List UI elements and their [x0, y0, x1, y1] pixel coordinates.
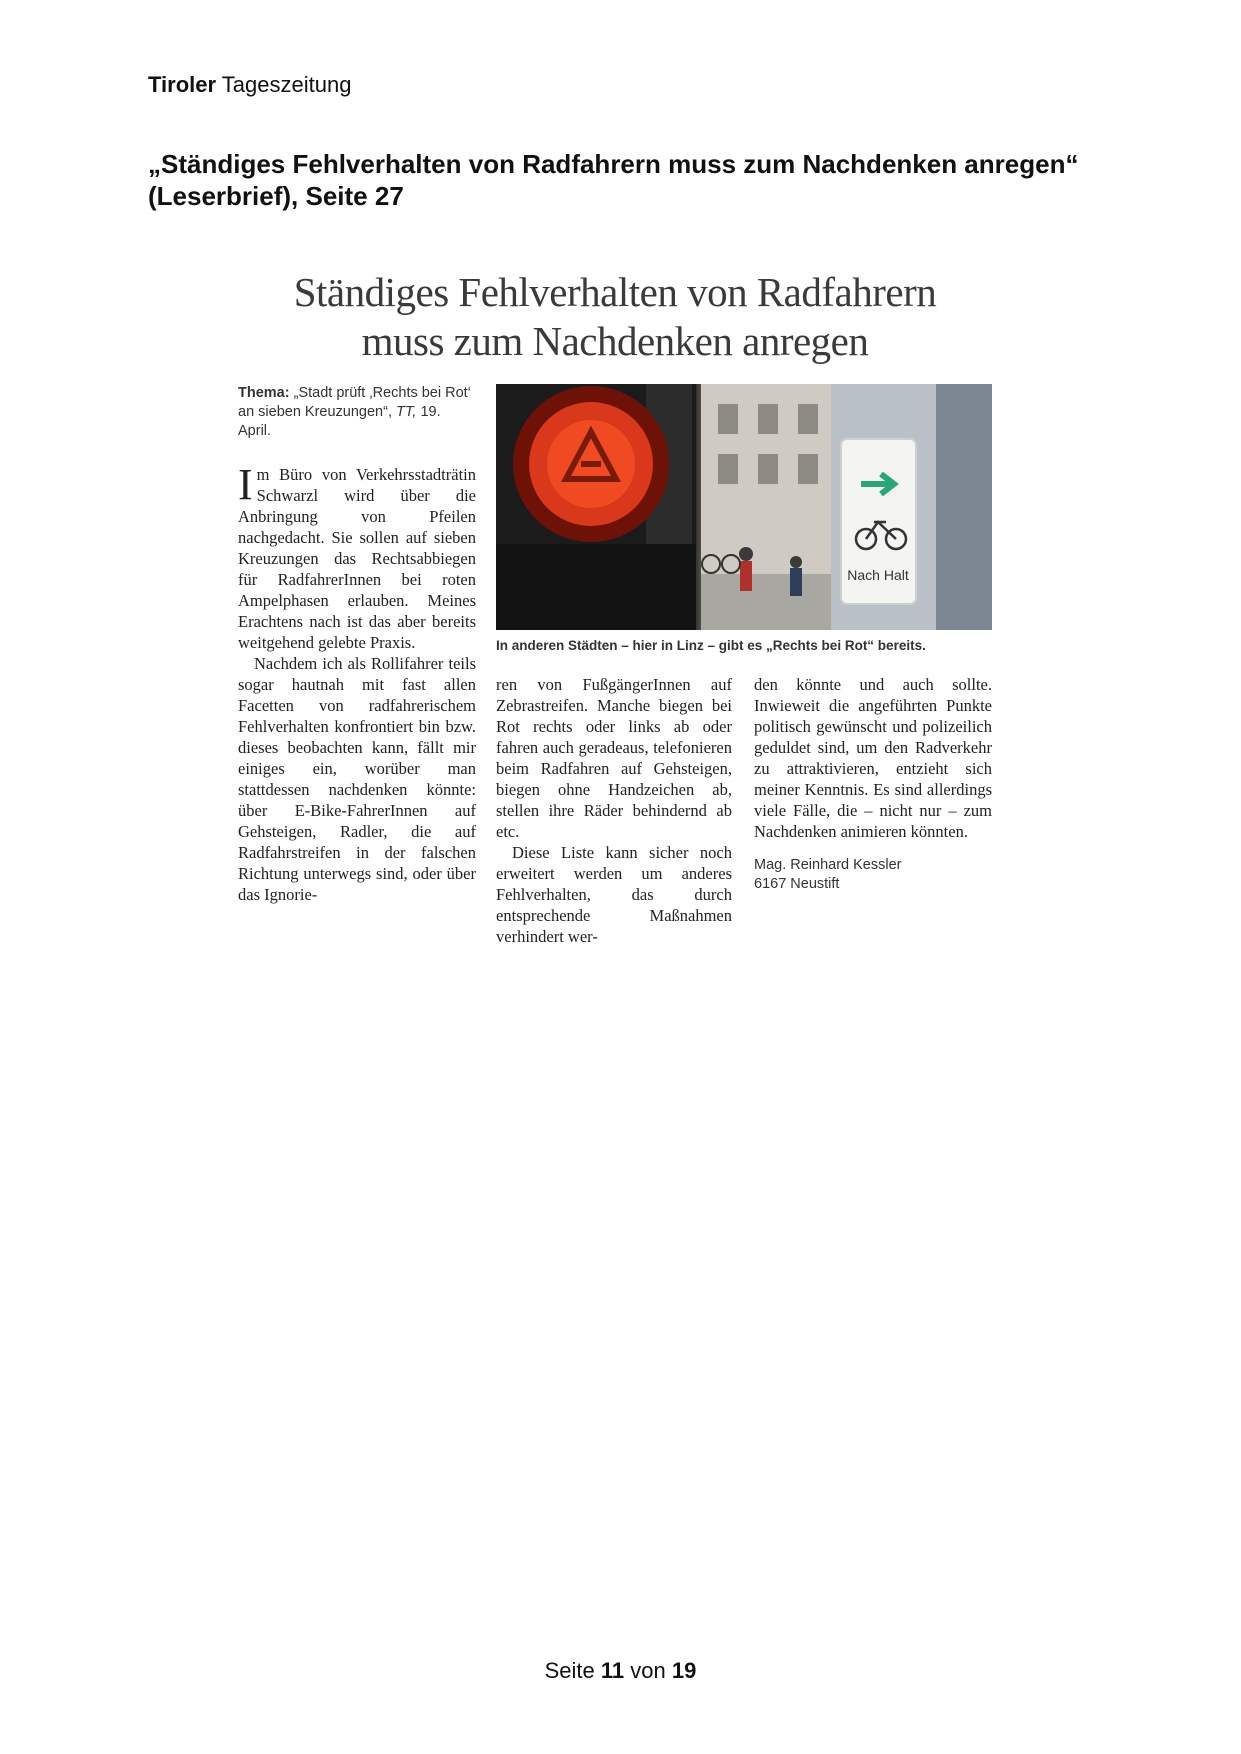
author-name: Mag. Reinhard Kessler [754, 857, 902, 873]
drop-cap: I [238, 460, 253, 509]
traffic-light-photo [496, 384, 992, 630]
document-title: „Ständiges Fehlverhalten von Radfahrern muss zum Nachdenken anregen“ (Leserbrief), Seite 27 [148, 149, 1079, 211]
text-column-3 [754, 674, 992, 894]
headline-line-2: muss zum Nachdenken anregen [361, 318, 869, 364]
paragraph-1-text: m Büro von Verkehrsstadträtin Schwarzl wird über die Anbringung von Pfeilen nachgedacht. Sie sollen auf sieben Kreuzungen das Rechtsabbiegen für RadfahrerInnen bei roten Ampelphasen erlauben. Meines Erachtens nach ist das aber bereits weitgehend gelebte Praxis. [238, 465, 476, 652]
thema-date: 19. April. [238, 404, 441, 439]
author-signature [754, 856, 992, 894]
text-column-2 [496, 674, 732, 947]
newspaper-clipping [238, 268, 992, 948]
page-current: 11 [600, 1658, 625, 1683]
page-total: 19 [671, 1658, 697, 1683]
thema-reference [238, 384, 476, 441]
page-prefix: Seite [544, 1658, 595, 1683]
thema-text: „Stadt prüft ‚Rechts bei Rot‘ an sieben Kreuzungen“, [238, 385, 471, 420]
brand-regular: Tageszeitung [221, 72, 352, 97]
paragraph-2-part-2: ren von FußgängerInnen auf Zebrastreifen. Manche biegen bei Rot rechts oder links ab oder fahren auch geradeaus, telefonieren beim Radfahren auf Gehsteigen, biegen ohne Handzeichen ab, stellen ihre Räder behindernd ab etc. [496, 675, 732, 841]
article-photo [496, 384, 992, 630]
brand-bold: Tiroler [148, 72, 217, 97]
headline-line-1: Ständiges Fehlverhalten von Radfahrern [293, 269, 937, 315]
paragraph-2-part-1: Nachdem ich als Rollifahrer teils sogar hautnah mit fast allen Facetten von radfahrerischem Fehlverhalten konfrontiert bin bzw. dieses beobachten kann, fällt mir einiges ein, worüber man stattdessen nachdenken könnte: über E-Bike-FahrerInnen auf Gehsteigen, Radler, die auf Radfahrstreifen in der falschen Richtung unterwegs sind, oder über das Ignorie- [238, 654, 476, 904]
thema-label: Thema: [238, 385, 290, 401]
page-middle: von [630, 1658, 666, 1683]
article-headline [238, 268, 992, 366]
newspaper-brand [148, 72, 351, 98]
paragraph-1 [238, 460, 476, 653]
paragraph-3-part-1: Diese Liste kann sicher noch erweitert werden um anderes Fehlverhalten, das durch entsprechende Maßnahmen verhindert wer- [496, 843, 732, 946]
photo-sign-text: Nach Halt [847, 567, 909, 583]
paragraph-3-part-2: den könnte und auch sollte. Inwieweit die angeführten Punkte politisch gewünscht und polizeilich geduldet sind, um den Radverkehr zu attraktivieren, entzieht sich meiner Kenntnis. Es sind allerdings viele Fälle, die – nicht nur – zum Nachdenken animieren könnten. [754, 675, 992, 841]
author-place: 6167 Neustift [754, 876, 840, 892]
text-column-1 [238, 460, 476, 905]
photo-caption: In anderen Städten – hier in Linz – gibt es „Rechts bei Rot“ bereits. [496, 638, 926, 653]
thema-source: TT, [396, 404, 417, 420]
page-number [0, 1658, 1241, 1684]
